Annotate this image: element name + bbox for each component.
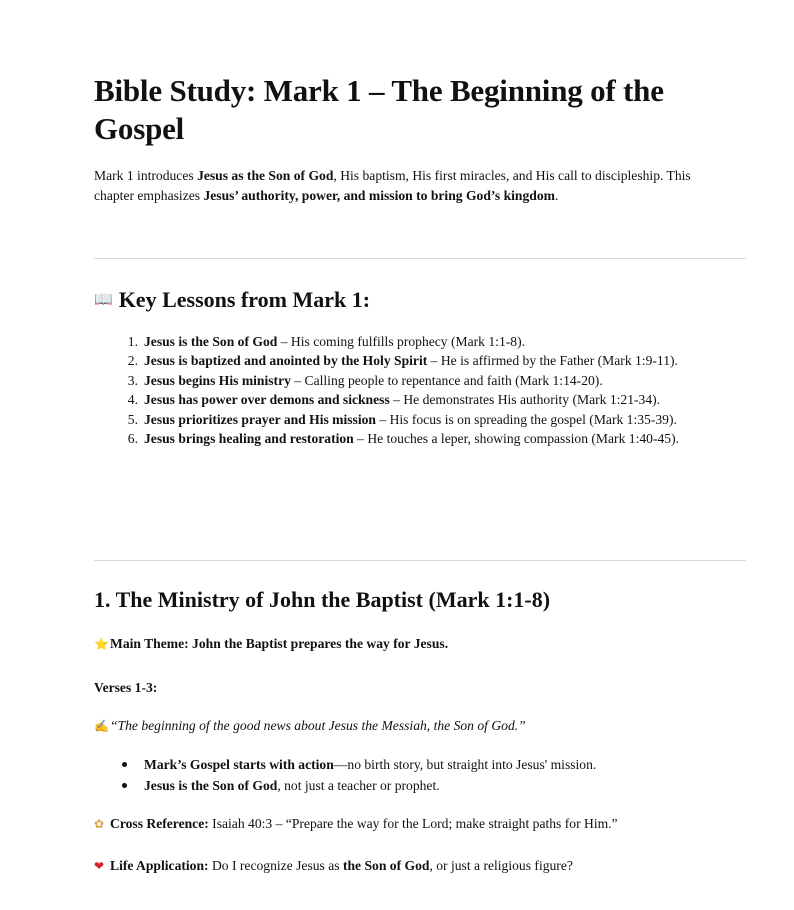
- life-application: ❤ Life Application: Do I recognize Jesus as the Son of God, or just a religious figure?: [94, 856, 573, 876]
- divider: [94, 258, 746, 259]
- key-lessons-list: [127, 332, 744, 448]
- open-book-icon: 📖: [94, 292, 113, 308]
- flower-icon: ✿: [94, 817, 105, 831]
- list-item: 5. Jesus prioritizes prayer and His mission – His focus is on spreading the gospel (Mark 1:35-39).: [127, 411, 677, 427]
- section-heading: 1. The Ministry of John the Baptist (Mark 1:1-8): [94, 587, 551, 612]
- verses-label: Verses 1-3:: [94, 680, 158, 695]
- writing-hand-icon: ✍: [94, 719, 109, 733]
- scripture-quote: ✍“The beginning of the good news about Jesus the Messiah, the Son of God.”: [94, 716, 526, 736]
- key-lessons-heading: 📖 Key Lessons from Mark 1:: [94, 287, 371, 312]
- list-item: 2. Jesus is baptized and anointed by the Holy Spirit – He is affirmed by the Father (Mark 1:9-11).: [127, 353, 678, 369]
- list-item: Mark’s Gospel starts with action—no birth story, but straight into Jesus' mission.: [144, 754, 596, 775]
- cross-reference: ✿ Cross Reference: Isaiah 40:3 – “Prepare the way for the Lord; make straight paths for Him.”: [94, 814, 618, 834]
- main-theme: ⭐Main Theme: John the Baptist prepares the way for Jesus.: [94, 634, 448, 654]
- divider: [94, 560, 746, 561]
- list-item: 3. Jesus begins His ministry – Calling people to repentance and faith (Mark 1:14-20).: [127, 372, 603, 388]
- notes-list: [144, 754, 596, 796]
- list-item: 4. Jesus has power over demons and sickness – He demonstrates His authority (Mark 1:21-34).: [127, 392, 661, 408]
- heart-icon: ❤: [94, 859, 105, 873]
- intro-paragraph: Mark 1 introduces Jesus as the Son of God, His baptism, His first miracles, and His call to discipleship. This chapter emphasizes Jesus’ authority, power, and mission to bring God’s kingdom.: [94, 168, 691, 203]
- page-title: Bible Study: Mark 1 – The Beginning of the Gospel: [94, 73, 664, 146]
- list-item: Jesus is the Son of God, not just a teacher or prophet.: [144, 775, 596, 796]
- list-item: 6. Jesus brings healing and restoration – He touches a leper, showing compassion (Mark 1:40-45).: [127, 431, 679, 447]
- list-item: 1. Jesus is the Son of God – His coming fulfills prophecy (Mark 1:1-8).: [127, 334, 525, 349]
- star-icon: ⭐: [94, 637, 109, 651]
